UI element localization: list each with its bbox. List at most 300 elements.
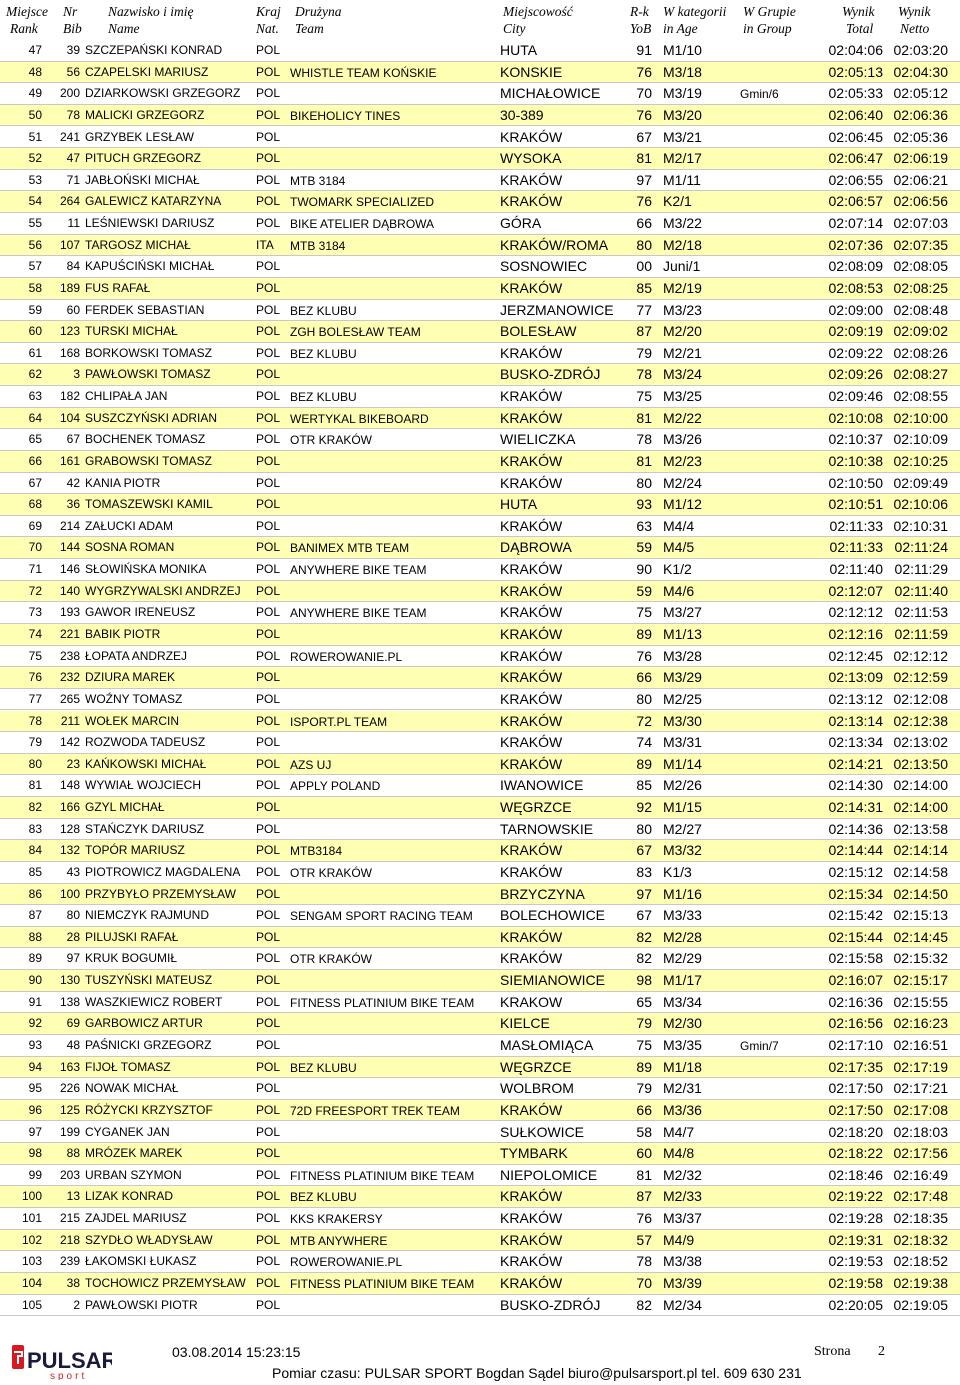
- table-row: [0, 581, 960, 603]
- cell-city: SUŁKOWICE: [500, 1123, 585, 1140]
- cell-yob: 76: [636, 106, 652, 123]
- cell-nat: POL: [256, 605, 281, 620]
- cell-total-time: 02:18:20: [828, 1123, 883, 1140]
- cell-team: AZS UJ: [290, 757, 332, 772]
- cell-yob: 76: [636, 63, 652, 80]
- header-name-en: Name: [108, 21, 140, 36]
- cell-name: SOSNA ROMAN: [85, 540, 175, 555]
- cell-name: URBAN SZYMON: [85, 1167, 182, 1182]
- cell-city: JERZMANOWICE: [500, 301, 614, 318]
- cell-team: BANIMEX MTB TEAM: [290, 541, 410, 556]
- cell-bib: 140: [59, 583, 80, 598]
- table-row: [0, 105, 960, 127]
- cell-total-time: 02:10:38: [828, 452, 883, 469]
- cell-rank: 51: [28, 129, 42, 144]
- table-row: [0, 667, 960, 689]
- cell-rank: 67: [28, 475, 42, 490]
- cell-name: LIZAK KONRAD: [85, 1189, 174, 1204]
- cell-team: 72D FREESPORT TREK TEAM: [290, 1103, 460, 1118]
- cell-team: BIKEHOLICY TINES: [290, 108, 401, 123]
- cell-total-time: 02:10:51: [828, 496, 883, 513]
- cell-category: M3/24: [663, 366, 702, 383]
- cell-netto-time: 02:19:05: [893, 1296, 948, 1313]
- cell-yob: 89: [636, 755, 652, 772]
- cell-bib: 132: [59, 843, 80, 858]
- cell-category: M1/12: [663, 496, 702, 513]
- cell-yob: 97: [636, 885, 652, 902]
- cell-nat: POL: [256, 864, 281, 879]
- cell-category: M3/36: [663, 1101, 702, 1118]
- header-yob-pl: R-k: [630, 4, 649, 19]
- cell-name: TOCHOWICZ PRZEMYSŁAW: [85, 1275, 246, 1290]
- cell-yob: 79: [636, 1080, 652, 1097]
- cell-city: KRAKÓW: [500, 928, 563, 945]
- cell-netto-time: 02:08:48: [893, 301, 948, 318]
- cell-rank: 58: [28, 280, 42, 295]
- cell-name: GALEWICZ KATARZYNA: [85, 194, 222, 209]
- cell-bib: 84: [66, 259, 80, 274]
- cell-bib: 123: [59, 324, 80, 339]
- cell-city: KRAKÓW: [500, 734, 563, 751]
- cell-rank: 84: [28, 843, 42, 858]
- cell-rank: 74: [28, 627, 42, 641]
- cell-rank: 93: [28, 1037, 42, 1052]
- cell-category: M2/21: [663, 344, 702, 361]
- cell-nat: POL: [256, 302, 281, 317]
- cell-city: BOLECHOWICE: [500, 907, 606, 924]
- cell-rank: 54: [28, 194, 42, 209]
- cell-nat: POL: [256, 1102, 281, 1117]
- cell-nat: POL: [256, 280, 281, 295]
- cell-name: TUSZYŃSKI MATEUSZ: [85, 973, 213, 988]
- cell-netto-time: 02:10:00: [893, 409, 948, 426]
- cell-team: ROWEROWANIE.PL: [290, 1255, 403, 1270]
- cell-total-time: 02:09:00: [828, 301, 883, 318]
- cell-yob: 80: [636, 690, 652, 707]
- cell-bib: 264: [59, 194, 80, 209]
- cell-yob: 60: [636, 1145, 652, 1162]
- cell-nat: POL: [256, 735, 281, 750]
- cell-bib: 138: [59, 994, 80, 1009]
- cell-city: WYSOKA: [500, 150, 562, 167]
- cell-name: ŁAKOMSKI ŁUKASZ: [85, 1254, 197, 1269]
- cell-city: HUTA: [500, 42, 538, 58]
- cell-city: MICHAŁOWICE: [500, 85, 601, 102]
- cell-category: M3/18: [663, 63, 702, 80]
- cell-netto-time: 02:13:02: [893, 734, 948, 751]
- cell-category: M2/22: [663, 409, 702, 426]
- cell-team: FITNESS PLATINIUM BIKE TEAM: [290, 1276, 475, 1291]
- cell-rank: 88: [28, 929, 42, 944]
- cell-total-time: 02:19:28: [828, 1210, 883, 1227]
- cell-team: TWOMARK SPECIALIZED: [290, 195, 435, 210]
- cell-rank: 65: [28, 432, 42, 447]
- cell-category: M3/21: [663, 128, 702, 145]
- cell-name: KAPUŚCIŃSKI MICHAŁ: [85, 259, 215, 274]
- cell-nat: ITA: [256, 237, 274, 252]
- cell-yob: 75: [636, 388, 652, 405]
- cell-category: M2/19: [663, 279, 702, 296]
- cell-bib: 241: [59, 129, 80, 144]
- cell-name: BOCHENEK TOMASZ: [85, 432, 206, 447]
- cell-nat: POL: [256, 1167, 281, 1182]
- cell-name: KAŃKOWSKI MICHAŁ: [85, 756, 207, 771]
- cell-nat: POL: [256, 1275, 281, 1290]
- cell-name: ROZWODA TADEUSZ: [85, 735, 206, 750]
- cell-bib: 239: [59, 1254, 80, 1269]
- cell-name: PAWŁOWSKI TOMASZ: [85, 367, 211, 382]
- cell-yob: 80: [636, 236, 652, 253]
- cell-bib: 182: [59, 389, 80, 404]
- cell-nat: POL: [256, 172, 281, 187]
- cell-bib: 125: [59, 1102, 80, 1117]
- cell-category: M3/29: [663, 669, 702, 686]
- cell-bib: 13: [66, 1189, 80, 1204]
- header-total-pl: Wynik: [842, 4, 875, 19]
- cell-rank: 52: [28, 151, 42, 166]
- cell-bib: 199: [59, 1124, 80, 1139]
- cell-nat: POL: [256, 994, 281, 1009]
- cell-yob: 87: [636, 323, 652, 340]
- cell-rank: 70: [28, 540, 42, 555]
- cell-bib: 56: [66, 64, 80, 79]
- cell-nat: POL: [256, 453, 281, 468]
- cell-city: KRAKÓW: [500, 452, 563, 469]
- cell-group: Gmin/6: [740, 87, 779, 102]
- page-number: 2: [878, 1344, 885, 1359]
- cell-nat: POL: [256, 259, 281, 274]
- cell-nat: POL: [256, 1037, 281, 1052]
- cell-name: TOMASZEWSKI KAMIL: [85, 497, 213, 512]
- cell-rank: 63: [28, 389, 42, 404]
- cell-total-time: 02:12:45: [828, 647, 883, 664]
- cell-rank: 100: [21, 1189, 42, 1204]
- cell-name: JABŁOŃSKI MICHAŁ: [85, 172, 200, 187]
- cell-rank: 85: [28, 864, 42, 879]
- cell-total-time: 02:18:46: [828, 1166, 883, 1183]
- cell-name: ŁOPATA ANDRZEJ: [85, 648, 188, 663]
- cell-name: WASZKIEWICZ ROBERT: [85, 994, 223, 1009]
- cell-team: OTR KRAKÓW: [290, 865, 373, 880]
- cell-netto-time: 02:11:40: [894, 582, 948, 599]
- cell-total-time: 02:16:56: [828, 1015, 883, 1032]
- table-row: [0, 1143, 960, 1165]
- cell-category: M4/5: [663, 539, 695, 556]
- cell-yob: 79: [636, 344, 652, 361]
- table-row: [0, 884, 960, 906]
- table-row: [0, 1251, 960, 1273]
- cell-category: M3/20: [663, 106, 702, 123]
- cell-netto-time: 02:12:08: [893, 690, 948, 707]
- cell-netto-time: 02:05:12: [893, 85, 948, 102]
- cell-rank: 69: [28, 518, 42, 533]
- cell-bib: 128: [59, 821, 80, 836]
- cell-nat: POL: [256, 908, 281, 923]
- cell-total-time: 02:13:12: [828, 690, 883, 707]
- table-row: [0, 840, 960, 862]
- table-row: [0, 732, 960, 754]
- cell-name: WYWIAŁ WOJCIECH: [85, 778, 201, 793]
- cell-bib: 238: [59, 648, 80, 663]
- cell-yob: 90: [636, 561, 652, 578]
- cell-nat: POL: [256, 107, 281, 122]
- cell-rank: 49: [28, 86, 42, 101]
- cell-city: IWANOWICE: [500, 777, 584, 794]
- table-row: [0, 127, 960, 149]
- cell-name: PILUJSKI RAFAŁ: [85, 929, 179, 944]
- cell-team: OTR KRAKÓW: [290, 433, 373, 448]
- cell-netto-time: 02:16:51: [893, 1036, 948, 1053]
- cell-yob: 66: [636, 669, 652, 686]
- cell-city: BUSKO-ZDRÓJ: [500, 1296, 601, 1313]
- cell-city: WOLBROM: [500, 1080, 574, 1097]
- cell-nat: POL: [256, 389, 281, 404]
- timing-credits: Pomiar czasu: PULSAR SPORT Bogdan Sądel biuro@pulsarsport.pl tel. 609 630 231: [272, 1365, 802, 1381]
- cell-netto-time: 02:06:21: [893, 171, 948, 188]
- cell-team: FITNESS PLATINIUM BIKE TEAM: [290, 1168, 475, 1183]
- cell-yob: 81: [636, 452, 652, 469]
- cell-city: KRAKÓW: [500, 193, 563, 210]
- cell-netto-time: 02:11:24: [894, 539, 948, 556]
- cell-total-time: 02:06:55: [828, 171, 883, 188]
- cell-nat: POL: [256, 1211, 281, 1226]
- cell-city: KRAKÓW: [500, 690, 563, 707]
- cell-total-time: 02:09:19: [828, 323, 883, 340]
- cell-category: M4/9: [663, 1231, 695, 1248]
- cell-total-time: 02:14:30: [828, 777, 883, 794]
- cell-nat: POL: [256, 1254, 281, 1269]
- cell-bib: 60: [66, 302, 80, 317]
- cell-yob: 89: [636, 1058, 652, 1075]
- cell-city: KRAKÓW: [500, 474, 563, 491]
- cell-nat: POL: [256, 562, 281, 577]
- cell-category: M3/25: [663, 388, 702, 405]
- cell-yob: 89: [636, 626, 652, 642]
- cell-bib: 3: [73, 367, 80, 382]
- cell-yob: 00: [636, 258, 652, 275]
- cell-category: M3/32: [663, 842, 702, 859]
- cell-bib: 144: [59, 540, 80, 555]
- cell-netto-time: 02:15:32: [893, 950, 948, 967]
- table-row: [0, 386, 960, 408]
- cell-nat: POL: [256, 583, 281, 598]
- cell-category: M3/26: [663, 431, 702, 448]
- cell-yob: 78: [636, 431, 652, 448]
- cell-city: KRAKÓW: [500, 1231, 563, 1248]
- cell-city: KRAKÓW: [500, 388, 563, 405]
- page-label: Strona: [814, 1344, 851, 1359]
- cell-team: MTB ANYWHERE: [290, 1233, 388, 1248]
- cell-total-time: 02:04:06: [828, 42, 883, 58]
- cell-category: M2/28: [663, 928, 702, 945]
- cell-yob: 76: [636, 193, 652, 210]
- cell-team: KKS KRAKERSY: [290, 1212, 383, 1227]
- cell-name: FERDEK SEBASTIAN: [85, 302, 205, 317]
- cell-team: BEZ KLUBU: [290, 1190, 357, 1205]
- cell-nat: POL: [256, 43, 281, 57]
- cell-city: GÓRA: [500, 215, 542, 232]
- cell-team: ANYWHERE BIKE TEAM: [290, 563, 427, 578]
- cell-rank: 48: [28, 64, 42, 79]
- cell-total-time: 02:16:36: [828, 993, 883, 1010]
- cell-bib: 107: [59, 237, 80, 252]
- cell-bib: 48: [66, 1037, 80, 1052]
- cell-name: PRZYBYŁO PRZEMYSŁAW: [85, 886, 236, 901]
- cell-rank: 105: [21, 1297, 42, 1312]
- table-row: [0, 537, 960, 559]
- table-row: [0, 494, 960, 516]
- cell-category: M2/24: [663, 474, 702, 491]
- cell-bib: 148: [59, 778, 80, 793]
- table-row: [0, 256, 960, 278]
- cell-name: WYGRZYWALSKI ANDRZEJ: [85, 583, 241, 598]
- cell-rank: 60: [28, 324, 42, 339]
- cell-team: SENGAM SPORT RACING TEAM: [290, 909, 473, 924]
- header-cat-pl: W kategorii: [663, 4, 727, 19]
- cell-city: KRAKÓW: [500, 1210, 563, 1227]
- cell-bib: 166: [59, 800, 80, 815]
- cell-nat: POL: [256, 324, 281, 339]
- table-row: [0, 473, 960, 495]
- cell-name: MALICKI GRZEGORZ: [85, 107, 205, 122]
- cell-city: SIEMIANOWICE: [500, 972, 606, 989]
- cell-nat: POL: [256, 129, 281, 144]
- cell-name: TARGOSZ MICHAŁ: [85, 237, 191, 252]
- table-row: [0, 1035, 960, 1057]
- cell-yob: 79: [636, 1015, 652, 1032]
- table-row: [0, 278, 960, 300]
- cell-nat: POL: [256, 778, 281, 793]
- cell-bib: 97: [66, 951, 80, 966]
- cell-name: STAŃCZYK DARIUSZ: [85, 821, 205, 836]
- cell-rank: 91: [28, 994, 42, 1009]
- cell-yob: 92: [636, 799, 652, 816]
- cell-bib: 215: [59, 1211, 80, 1226]
- cell-total-time: 02:10:08: [828, 409, 883, 426]
- cell-rank: 86: [28, 886, 42, 901]
- cell-category: M4/8: [663, 1145, 695, 1162]
- table-row: [0, 602, 960, 624]
- cell-group: Gmin/7: [740, 1038, 779, 1053]
- cell-category: M3/37: [663, 1210, 702, 1227]
- cell-city: KIELCE: [500, 1015, 550, 1032]
- cell-rank: 77: [28, 691, 42, 706]
- cell-total-time: 02:12:16: [828, 626, 883, 642]
- cell-bib: 67: [66, 432, 80, 447]
- cell-nat: POL: [256, 1059, 281, 1074]
- cell-nat: POL: [256, 800, 281, 815]
- cell-netto-time: 02:16:23: [893, 1015, 948, 1032]
- cell-city: KRAKÓW/ROMA: [500, 236, 609, 253]
- cell-category: M2/31: [663, 1080, 702, 1097]
- cell-category: K1/2: [663, 561, 692, 578]
- cell-yob: 77: [636, 301, 652, 318]
- cell-yob: 75: [636, 1036, 652, 1053]
- cell-netto-time: 02:14:00: [893, 777, 948, 794]
- table-row: [0, 927, 960, 949]
- cell-yob: 93: [636, 496, 652, 513]
- cell-netto-time: 02:12:38: [893, 712, 948, 729]
- cell-rank: 101: [21, 1211, 42, 1226]
- header-group-pl: W Grupie: [743, 4, 796, 19]
- cell-yob: 67: [636, 907, 652, 924]
- table-row: [0, 905, 960, 927]
- table-row: [0, 1057, 960, 1079]
- cell-nat: POL: [256, 973, 281, 988]
- table-row: [0, 862, 960, 884]
- cell-name: TOPÓR MARIUSZ: [85, 843, 185, 858]
- cell-name: GZYL MICHAŁ: [85, 800, 165, 815]
- cell-total-time: 02:13:14: [828, 712, 883, 729]
- cell-bib: 226: [59, 1081, 80, 1096]
- cell-name: SŁOWIŃSKA MONIKA: [85, 562, 207, 577]
- cell-nat: POL: [256, 1232, 281, 1247]
- cell-name: FUS RAFAŁ: [85, 280, 151, 295]
- cell-netto-time: 02:10:31: [893, 517, 948, 534]
- cell-rank: 68: [28, 497, 42, 512]
- cell-category: M3/38: [663, 1253, 702, 1270]
- cell-team: MTB 3184: [290, 173, 346, 188]
- cell-total-time: 02:05:13: [828, 63, 883, 80]
- cell-total-time: 02:14:31: [828, 799, 883, 816]
- cell-rank: 56: [28, 237, 42, 252]
- cell-nat: POL: [256, 540, 281, 555]
- cell-category: M2/23: [663, 452, 702, 469]
- cell-category: M1/14: [663, 755, 702, 772]
- table-row: [0, 948, 960, 970]
- table-row: [0, 321, 960, 343]
- page-footer: [0, 1330, 960, 1384]
- cell-name: CHLIPAŁA JAN: [85, 389, 168, 404]
- cell-nat: POL: [256, 713, 281, 728]
- table-row: [0, 364, 960, 386]
- cell-category: M3/35: [663, 1036, 702, 1053]
- cell-rank: 50: [28, 107, 42, 122]
- cell-yob: 98: [636, 972, 652, 989]
- cell-netto-time: 02:13:50: [893, 755, 948, 772]
- cell-category: M2/18: [663, 236, 702, 253]
- cell-category: M1/13: [663, 626, 702, 642]
- cell-total-time: 02:09:26: [828, 366, 883, 383]
- header-team-en: Team: [295, 21, 324, 36]
- cell-team: BEZ KLUBU: [290, 1060, 357, 1075]
- cell-total-time: 02:06:40: [828, 106, 883, 123]
- cell-city: MASŁOMIĄCA: [500, 1036, 594, 1053]
- cell-yob: 91: [636, 42, 652, 58]
- cell-category: M1/10: [663, 42, 702, 58]
- cell-rank: 103: [21, 1254, 42, 1269]
- cell-total-time: 02:15:12: [828, 863, 883, 880]
- cell-yob: 72: [636, 712, 652, 729]
- cell-nat: POL: [256, 410, 281, 425]
- cell-name: NOWAK MICHAŁ: [85, 1081, 179, 1096]
- cell-category: M2/33: [663, 1188, 702, 1205]
- cell-yob: 57: [636, 1231, 652, 1248]
- cell-name: GRZYBEK LESŁAW: [85, 129, 194, 144]
- table-row: [0, 40, 960, 62]
- cell-city: KRAKOW: [500, 993, 563, 1010]
- cell-name: PIOTROWICZ MAGDALENA: [85, 864, 241, 879]
- cell-nat: POL: [256, 1146, 281, 1161]
- cell-bib: 69: [66, 1016, 80, 1031]
- cell-total-time: 02:15:42: [828, 907, 883, 924]
- cell-netto-time: 02:18:32: [893, 1231, 948, 1248]
- cell-yob: 67: [636, 128, 652, 145]
- cell-yob: 82: [636, 928, 652, 945]
- cell-category: M3/19: [663, 85, 702, 102]
- logo-text: PULSAR: [27, 1348, 112, 1373]
- cell-rank: 98: [28, 1146, 42, 1161]
